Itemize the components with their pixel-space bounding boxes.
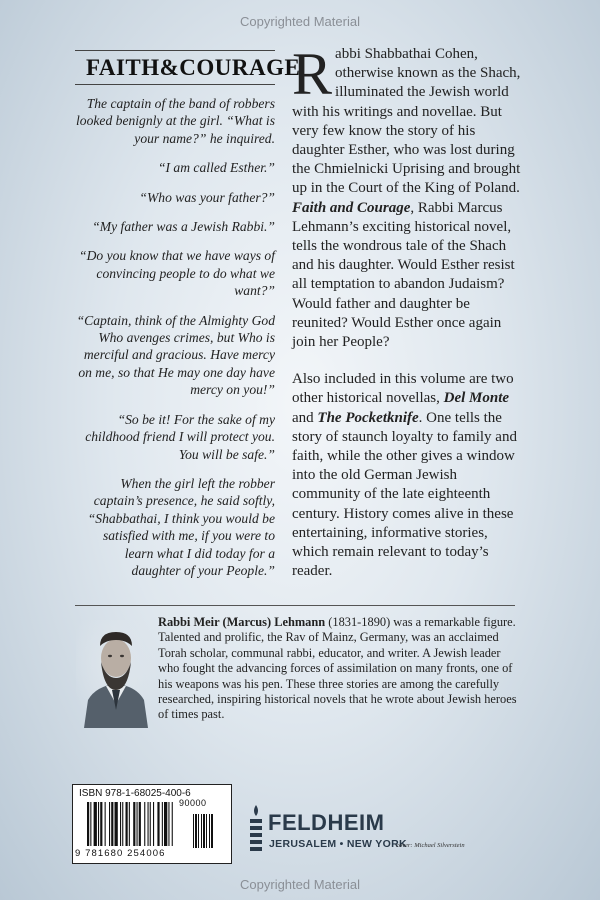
author-portrait xyxy=(76,620,156,728)
excerpt-quote: “Captain, think of the Almighty God Who avenges crimes, but Who is merciful and gracious. Have mercy on me, so that He may one day have mercy on you!” xyxy=(76,312,275,398)
cover-credit: cover: Michael Silverstein xyxy=(396,842,465,849)
blurb-book-title: Faith and Courage xyxy=(292,199,411,216)
excerpt-quote: “I am called Esther.” xyxy=(157,160,275,176)
excerpt-quote: The captain of the band of robbers looked benignly at the girl. “What is your name?” he inquired. xyxy=(76,96,275,146)
feldheim-logo-icon xyxy=(248,805,264,855)
blurb-paragraph-1 xyxy=(292,41,522,352)
section-divider xyxy=(75,605,515,606)
barcode-bars xyxy=(87,802,217,848)
isbn-barcode xyxy=(72,784,232,864)
drop-cap: R xyxy=(292,41,333,107)
barcode-digits xyxy=(75,798,207,859)
excerpt-column xyxy=(75,50,301,591)
blurb-text: , Rabbi Marcus Lehmann’s exciting historical novel, tells the wondrous tale of the Shach and his daughter. Would Esther resist all temptation to abandon Judaism? Would father and daughter be reunited? Would Esther once again join her People? xyxy=(292,199,515,351)
author-bio xyxy=(158,615,518,723)
novella-title: The Pocketknife xyxy=(317,409,419,426)
watermark-top: Copyrighted Material xyxy=(240,14,360,29)
title-rule-bottom xyxy=(75,84,275,85)
excerpt-quote: “Who was your father?” xyxy=(139,189,275,205)
blurb-text: . One tells the story of staunch loyalty to family and faith, while the other gives a window into the old German Jewish community of the late eighteenth century. History comes alive in these entertaining, informative stories, which remain relevant to today’s reader. xyxy=(292,409,517,580)
author-bio-text: (1831-1890) was a remarkable figure. Talented and prolific, the Rav of Mainz, Germany, was an acclaimed Torah scholar, communal rabbi, educator, and writer. A Jewish leader who fought the advancing forces of assimilation on many fronts, one of his weapons was his pen. These three stories are among the carefully researched, inspiring historical novels that he wrote about Jewish heroes of times past. xyxy=(158,615,517,722)
book-title: FAITH&COURAGE xyxy=(86,55,301,80)
excerpt-quote: “Do you know that we have ways of convincing people to do what we want?” xyxy=(79,248,275,299)
blurb-paragraph-2 xyxy=(292,370,522,581)
excerpt-quote: “So be it! For the sake of my childhood friend I will protect you. You will be safe.” xyxy=(85,411,275,462)
excerpt-quote: “My father was a Jewish Rabbi.” xyxy=(92,219,275,235)
publisher-name: FELDHEIM xyxy=(268,810,385,835)
excerpt-quote: When the girl left the robber captain’s presence, he said softly, “Shabbathai, I think you would be satisfied with me, if you were to learn what I did today for a daughter of your People.” xyxy=(87,475,275,578)
blurb-text: abbi Shabbathai Cohen, otherwise known as the Shach, illuminated the Jewish world with his writings and novellae. But very few know the story of his daughter Esther, who was lost during the Chmielnicki Uprising and brought up in the Court of the King of Poland. xyxy=(292,46,521,197)
novella-title: Del Monte xyxy=(443,390,510,407)
addon-digits: 90000 xyxy=(179,798,207,808)
watermark-bottom: Copyrighted Material xyxy=(240,877,360,892)
publisher-city: JERUSALEM • NEW YORK xyxy=(269,838,407,850)
blurb-column xyxy=(292,41,522,581)
blurb-text: Also included in this volume are two other historical novellas, xyxy=(292,371,514,407)
ean-digits: 9 781680 254006 xyxy=(75,848,166,859)
blurb-text: and xyxy=(292,409,318,426)
author-name: Rabbi Meir (Marcus) Lehmann xyxy=(158,615,326,629)
isbn-number: ISBN 978-1-68025-400-6 xyxy=(79,788,191,799)
